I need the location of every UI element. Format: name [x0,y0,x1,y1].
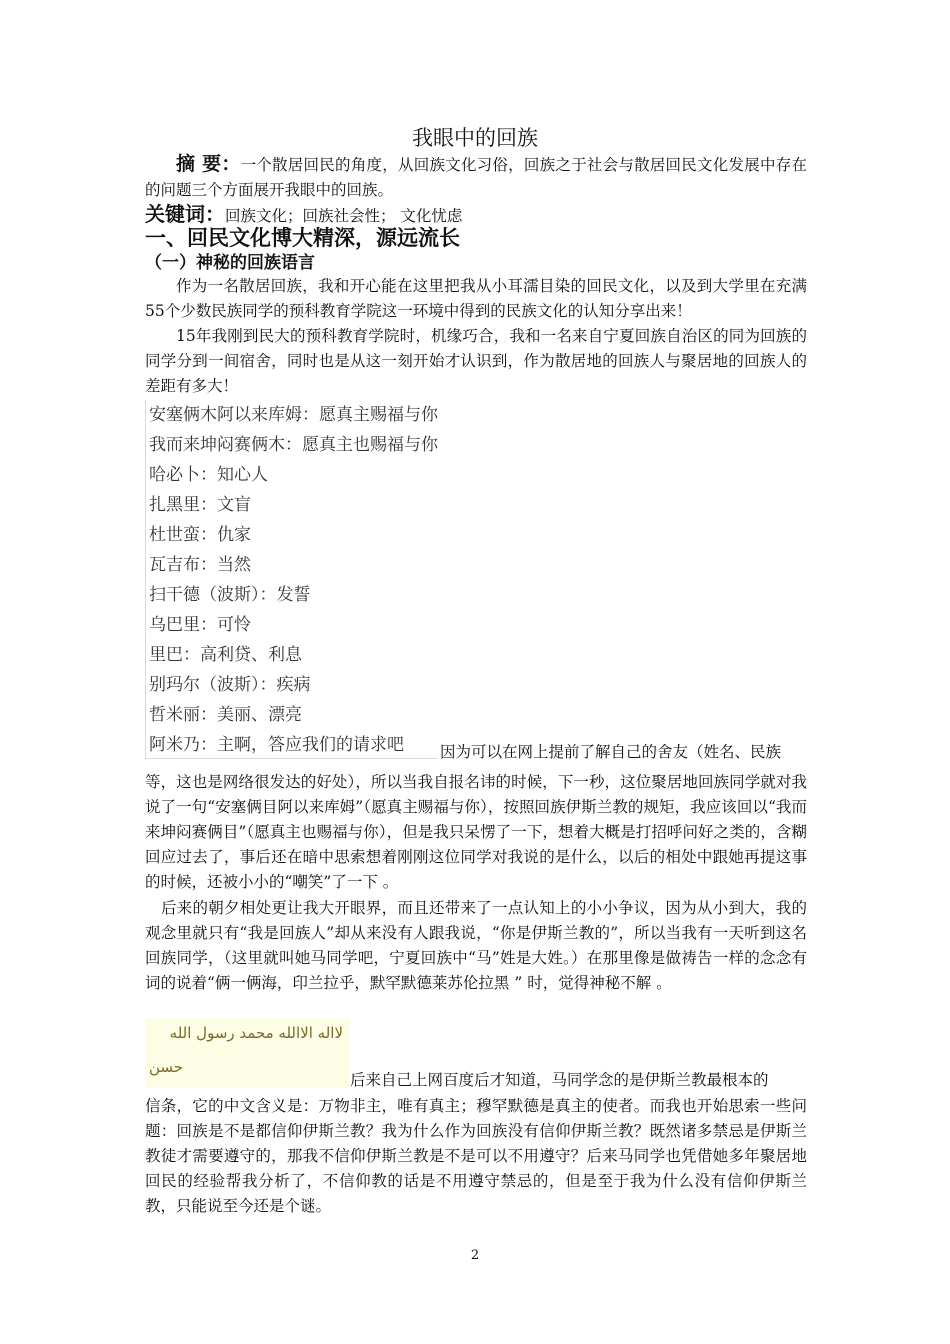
vocab-item: 乌巴里：可怜 [149,615,251,635]
vocab-item: 别玛尔（波斯）：疾病 [149,675,311,695]
subsection-heading: （一）神秘的回族语言 [145,253,315,273]
paragraph-1: 作为一名散居回族，我和开心能在这里把我从小耳濡目染的回民文化，以及到大学里在充满55个少数民族同学的预科教育学院这一环境中得到的民族文化的认知分享出来！ [145,277,807,320]
vocab-item: 安塞俩木阿以来库姆：愿真主赐福与你 [149,405,438,425]
keywords-label: 关键词： [145,202,225,226]
abstract [145,152,807,203]
paragraph-5-first-line: 后来自己上网百度后才知道，马同学念的是伊斯兰教最根本的 [350,1071,769,1089]
vocab-item: 扎黑里：文盲 [149,495,251,515]
paragraph-5-part-c: 而我也开始思索一些问题：回族是不是都信仰伊斯兰教？我为什么作为回族没有信仰伊斯兰教？既然诸多禁忌是伊斯兰教徒才需要遵守的，那我不信仰伊斯兰教是不是可以不用遵守？后来马同学也凭借她多年聚居地回民的经验帮我分析了，不信仰教的话是不用遵守禁忌的，但是至于我为什么没有信仰伊斯兰教，只能说至今还是个谜。 [145,1097,807,1215]
abstract-text: 一个散居回民的角度，从回族文化习俗，回族之于社会与散居回民文化发展中存在的问题三个方面展开我眼中的回族。 [145,156,807,199]
paragraph-2: 15年我刚到民大的预科教育学院时，机缘巧合，我和一名来自宁夏回族自治区的同为回族的同学分到一间宿舍，同时也是从这一刻开始才认识到，作为散居地的回族人与聚居地的回族人的差距有多大！ [145,327,807,395]
paragraph-5-part-a: 信条，它的 [145,1097,224,1115]
vocab-item: 阿米乃：主啊，答应我们的请求吧 [149,735,404,755]
paragraph-4: 后来的朝夕相处更让我大开眼界，而且还带来了一点认知上的小小争议，因为从小到大，我的观念里就只有“我是回族人”却从来没有人跟我说，“你是伊斯兰教的”，所以当我有一天听到这名回族同学，（这里就叫她马同学吧，宁夏回族中“马”姓是大姓。）在那里像是做祷告一样的念念有词的说着“俩一俩海，印兰拉乎，默罕默德莱苏伦拉黑 ” 时，觉得神秘不解 。 [145,899,807,992]
paragraph-5 [145,1094,807,1219]
document-title: 我眼中的回族 [412,126,538,150]
vocab-item: 瓦吉布：当然 [149,555,251,575]
arabic-line-2: حسن [149,1058,184,1076]
vocabulary-image [145,400,438,759]
arabic-line-1: لااله الاالله محمد رسول الله [169,1024,343,1042]
paragraph-3: 等，这也是网络很发达的好处），所以当我自报名讳的时候，下一秒，这位聚居地回族同学就对我说了一句“安塞俩目阿以来库姆”（愿真主赐福与你），按照回族伊斯兰教的规矩，我应该回以“我而来坤闷赛俩目”（愿真主也赐福与你），但是我只呆愣了一下，想着大概是打招呼问好之类的，含糊回应过去了，事后还在暗中思索想着刚刚这位同学对我说的是什么，以后的相处中跟她再提这事的时候，还被小小的“嘲笑”了一下 。 [145,773,807,891]
vocab-item: 哲米丽：美丽、漂亮 [149,705,302,725]
page-number: 2 [470,1248,480,1263]
arabic-text-image [145,1018,349,1088]
vocab-item: 里巴：高利贷、利息 [149,645,302,665]
abstract-label: 摘 要： [176,153,241,175]
vocab-item: 我而来坤闷赛俩木：愿真主也赐福与你 [149,435,438,455]
vocab-item: 扫干德（波斯）：发誓 [149,585,311,605]
section-heading: 一、回民文化博大精深，源远流长 [145,226,460,250]
keywords-text: 回族文化；回族社会性； 文化忧虑 [225,207,463,225]
vocab-item: 杜世蛮：仇家 [149,525,251,545]
vocab-item: 哈必卜：知心人 [149,465,268,485]
paragraph-5-part-b: 中文含义是：万物非主，唯有真主；穆罕默德是真主的使者。 [223,1097,650,1115]
paragraph-3-first-line: 因为可以在网上提前了解自己的舍友（姓名、民族 [440,743,782,761]
